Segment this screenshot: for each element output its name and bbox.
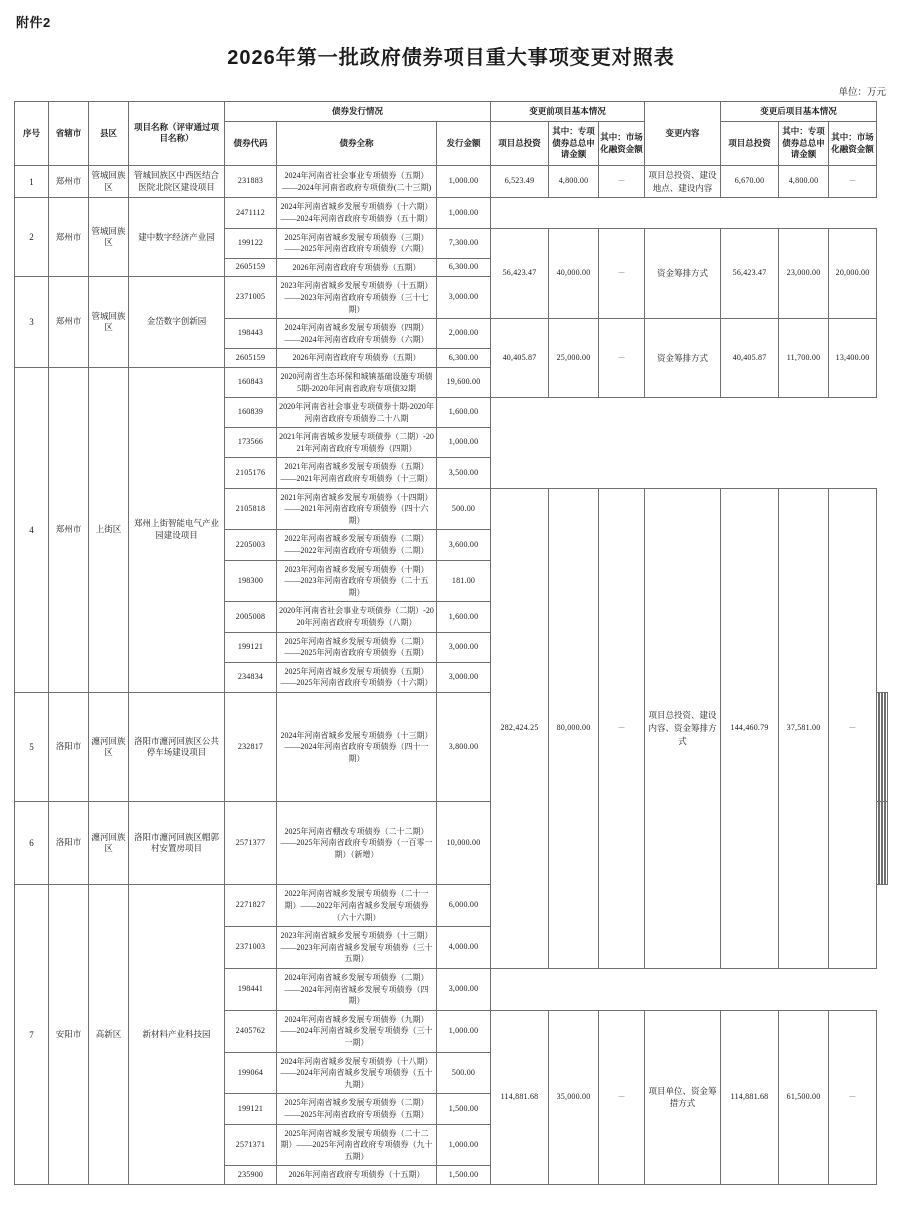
table-header: [15, 102, 888, 166]
header-total-investment-after: 项目总投资: [721, 122, 779, 165]
cell-bond-full-name: 2026年河南省政府专项债券（五期）: [277, 258, 437, 277]
cell-change-content: 项目单位、资金筹措方式: [645, 1010, 721, 1184]
cell-bond-code: 2471112: [225, 198, 277, 228]
header-city: 省辖市: [49, 102, 89, 166]
cell-market-financing-before: －: [599, 319, 645, 398]
cell-seq: 5: [15, 692, 49, 801]
cell-issue-amount: 1,000.00: [437, 1010, 491, 1052]
cell-total-investment-before: 114,881.68: [491, 1010, 549, 1184]
cell-total-investment-after: 114,881.68: [721, 1010, 779, 1184]
cell-bond-code: 235900: [225, 1166, 277, 1185]
cell-bond-full-name: 2024年河南省城乡发展专项债券（十六期）——2024年河南省政府专项债券（五十期）: [277, 198, 437, 228]
cell-total-investment-before: 40,405.87: [491, 319, 549, 398]
cell-issue-amount: 19,600.00: [437, 367, 491, 397]
cell-bond-full-name: 2021年河南省城乡发展专项债券（十四期）——2021年河南省政府专项债券（四十六期）: [277, 488, 437, 530]
cell-bond-full-name: 2023年河南省城乡发展专项债券（十五期）——2023年河南省政府专项债券（三十七期）: [277, 277, 437, 319]
cell-market-financing-after: －: [829, 488, 877, 968]
cell-market-financing-after: [886, 801, 888, 885]
cell-county: 瀍河回族区: [89, 692, 129, 801]
cell-bond-full-name: 2025年河南省城乡发展专项债券（二期）——2025年河南省政府专项债券（五期）: [277, 1094, 437, 1124]
cell-county: 上街区: [89, 367, 129, 692]
cell-bond-code: 2571371: [225, 1124, 277, 1166]
cell-change-content: 项目总投资、建设地点、建设内容: [645, 165, 721, 198]
unit-note: 单位：万元: [838, 87, 886, 98]
header-special-bond-before: 其中：专项债券总总申请金额: [549, 122, 599, 165]
cell-city: 郑州市: [49, 165, 89, 198]
cell-issue-amount: 3,000.00: [437, 662, 491, 692]
cell-change-content: 资金筹排方式: [645, 228, 721, 319]
cell-total-investment-before: 282,424.25: [491, 488, 549, 968]
cell-bond-code: 231883: [225, 165, 277, 198]
cell-project-name: 洛阳市瀍河回族区帽郭村安置房项目: [129, 801, 225, 885]
cell-special-bond-before: 35,000.00: [549, 1010, 599, 1184]
cell-bond-full-name: 2025年河南省城乡发展专项债券（三期）——2025年河南省政府专项债券（六期）: [277, 228, 437, 258]
header-market-financing-before: 其中：市场化融资金额: [599, 122, 645, 165]
cell-issue-amount: 10,000.00: [437, 801, 491, 885]
cell-bond-code: 199121: [225, 1094, 277, 1124]
cell-seq: 7: [15, 885, 49, 1184]
cell-bond-full-name: 2024年河南省社会事业专项债券（五期）——2024年河南省政府专项债券(二十三期): [277, 165, 437, 198]
table-body: [15, 165, 888, 1184]
cell-issue-amount: 6,300.00: [437, 258, 491, 277]
cell-bond-full-name: 2023年河南省城乡发展专项债券（十期）——2023年河南省政府专项债券（二十五期）: [277, 560, 437, 602]
cell-bond-code: 160843: [225, 367, 277, 397]
cell-market-financing-after: －: [829, 1010, 877, 1184]
cell-county: 瀍河回族区: [89, 801, 129, 885]
header-total-investment-before: 项目总投资: [491, 122, 549, 165]
cell-seq: 6: [15, 801, 49, 885]
cell-city: 安阳市: [49, 885, 89, 1184]
header-bond-code: 债券代码: [225, 122, 277, 165]
cell-bond-full-name: 2024年河南省城乡发展专项债券（九期）——2024年河南省城乡发展专项债券（三十一期）: [277, 1010, 437, 1052]
cell-issue-amount: 6,000.00: [437, 885, 491, 927]
cell-project-name: 建中数字经济产业园: [129, 198, 225, 277]
cell-city: 郑州市: [49, 367, 89, 692]
cell-issue-amount: 3,800.00: [437, 692, 491, 801]
cell-bond-code: 199121: [225, 632, 277, 662]
cell-bond-full-name: 2020年河南省社会事业专项债券十期-2020年河南省政府专项债券二十八期: [277, 398, 437, 428]
cell-city: 洛阳市: [49, 801, 89, 885]
cell-bond-full-name: 2022年河南省城乡发展专项债券（二十一期）——2022年河南省城乡发展专项债券（六十六期）: [277, 885, 437, 927]
cell-issue-amount: 1,000.00: [437, 198, 491, 228]
cell-issue-amount: 181.00: [437, 560, 491, 602]
cell-bond-full-name: 2023年河南省城乡发展专项债券（十三期）——2023年河南省城乡发展专项债券（三十五期）: [277, 927, 437, 969]
cell-total-investment-after: 6,670.00: [721, 165, 779, 198]
cell-bond-code: 2605159: [225, 258, 277, 277]
cell-bond-code: 2605159: [225, 349, 277, 368]
cell-county: 高新区: [89, 885, 129, 1184]
cell-seq: 4: [15, 367, 49, 692]
cell-market-financing-before: －: [599, 488, 645, 968]
cell-issue-amount: 3,000.00: [437, 277, 491, 319]
cell-issue-amount: 7,300.00: [437, 228, 491, 258]
cell-special-bond-after: 23,000.00: [779, 228, 829, 319]
cell-project-name: 管城回族区中西医结合医院北院区建设项目: [129, 165, 225, 198]
cell-market-financing-before: －: [599, 228, 645, 319]
cell-issue-amount: 3,000.00: [437, 632, 491, 662]
cell-county: 管城回族区: [89, 277, 129, 368]
header-issuance-group: 债券发行情况: [225, 102, 491, 122]
cell-bond-full-name: 2024年河南省城乡发展专项债券（十三期）——2024年河南省政府专项债券（四十一期）: [277, 692, 437, 801]
cell-issue-amount: 1,000.00: [437, 1124, 491, 1166]
cell-issue-amount: 1,000.00: [437, 165, 491, 198]
cell-seq: 1: [15, 165, 49, 198]
cell-total-investment-after: 40,405.87: [721, 319, 779, 398]
cell-bond-code: 2571377: [225, 801, 277, 885]
bond-change-table: [14, 101, 888, 1185]
cell-issue-amount: 500.00: [437, 1052, 491, 1094]
cell-issue-amount: 1,500.00: [437, 1166, 491, 1185]
cell-bond-full-name: 2024年河南省城乡发展专项债券（二期）——2024年河南省城乡发展专项债券（四期）: [277, 969, 437, 1011]
header-seq: 序号: [15, 102, 49, 166]
cell-market-financing-after: 20,000.00: [829, 228, 877, 319]
cell-project-name: 金岱数字创新园: [129, 277, 225, 368]
cell-bond-full-name: 2026年河南省政府专项债券（十五期）: [277, 1166, 437, 1185]
cell-issue-amount: 3,500.00: [437, 458, 491, 488]
cell-bond-full-name: 2020河南省生态环保和城镇基础设施专项债5期-2020年河南省政府专项债32期: [277, 367, 437, 397]
cell-issue-amount: 500.00: [437, 488, 491, 530]
cell-market-financing-after: [886, 692, 888, 801]
cell-total-investment-before: 56,423.47: [491, 228, 549, 319]
page-title: 2026年第一批政府债券项目重大事项变更对照表: [227, 47, 675, 69]
header-county: 县区: [89, 102, 129, 166]
header-before-group: 变更前项目基本情况: [491, 102, 645, 122]
cell-bond-code: 2205003: [225, 530, 277, 560]
cell-bond-code: 2005008: [225, 602, 277, 632]
header-issue-amount: 发行金额: [437, 122, 491, 165]
cell-bond-full-name: 2025年河南省城乡发展专项债券（二期）——2025年河南省政府专项债券（五期）: [277, 632, 437, 662]
cell-bond-full-name: 2024年河南省城乡发展专项债券（四期）——2024年河南省政府专项债券（六期）: [277, 319, 437, 349]
cell-bond-full-name: 2025年河南省城乡发展专项债券（二十二期）——2025年河南省政府专项债券（九十五期）: [277, 1124, 437, 1166]
cell-market-financing-after: －: [829, 165, 877, 198]
cell-city: 洛阳市: [49, 692, 89, 801]
cell-bond-code: 199064: [225, 1052, 277, 1094]
table-row: [15, 198, 888, 228]
cell-issue-amount: 4,000.00: [437, 927, 491, 969]
cell-seq: 2: [15, 198, 49, 277]
cell-bond-code: 160839: [225, 398, 277, 428]
header-change-content: 变更内容: [645, 102, 721, 166]
cell-issue-amount: 2,000.00: [437, 319, 491, 349]
cell-bond-code: 199122: [225, 228, 277, 258]
cell-bond-full-name: 2026年河南省政府专项债券（五期）: [277, 349, 437, 368]
cell-bond-code: 198300: [225, 560, 277, 602]
cell-bond-code: 232817: [225, 692, 277, 801]
cell-special-bond-after: 61,500.00: [779, 1010, 829, 1184]
cell-change-content: 资金筹排方式: [645, 319, 721, 398]
cell-county: 管城回族区: [89, 165, 129, 198]
cell-special-bond-before: 25,000.00: [549, 319, 599, 398]
header-market-financing-after: 其中：市场化融资金额: [829, 122, 877, 165]
cell-bond-code: 2271827: [225, 885, 277, 927]
cell-special-bond-before: 40,000.00: [549, 228, 599, 319]
cell-bond-code: 2105818: [225, 488, 277, 530]
attachment-label: 附件2: [16, 15, 51, 30]
cell-bond-code: 2105176: [225, 458, 277, 488]
cell-seq: 3: [15, 277, 49, 368]
cell-total-investment-after: 56,423.47: [721, 228, 779, 319]
cell-issue-amount: 1,000.00: [437, 428, 491, 458]
cell-county: 管城回族区: [89, 198, 129, 277]
cell-bond-full-name: 2025年河南省棚改专项债券（二十二期）——2025年河南省政府专项债券（一百零一期）（新增）: [277, 801, 437, 885]
cell-bond-code: 198441: [225, 969, 277, 1011]
header-row-top: [15, 102, 888, 122]
cell-bond-code: 2405762: [225, 1010, 277, 1052]
cell-city: 郑州市: [49, 198, 89, 277]
cell-special-bond-after: 4,800.00: [779, 165, 829, 198]
header-bond-full-name: 债券全称: [277, 122, 437, 165]
cell-city: 郑州市: [49, 277, 89, 368]
cell-issue-amount: 1,500.00: [437, 1094, 491, 1124]
cell-bond-full-name: 2025年河南省城乡发展专项债券（五期）——2025年河南省政府专项债券（十六期）: [277, 662, 437, 692]
cell-special-bond-before: 4,800.00: [549, 165, 599, 198]
cell-project-name: 郑州上街智能电气产业园建设项目: [129, 367, 225, 692]
cell-bond-code: 2371005: [225, 277, 277, 319]
cell-special-bond-after: 37,581.00: [779, 488, 829, 968]
header-after-group: 变更后项目基本情况: [721, 102, 877, 122]
cell-special-bond-after: 11,700.00: [779, 319, 829, 398]
cell-change-content: 项目总投资、建设内容、资金筹排方式: [645, 488, 721, 968]
cell-bond-code: 198443: [225, 319, 277, 349]
cell-bond-full-name: 2021年河南省城乡发展专项债券（五期）——2021年河南省政府专项债券（十三期）: [277, 458, 437, 488]
cell-project-name: 新材料产业科技园: [129, 885, 225, 1184]
cell-bond-code: 2371003: [225, 927, 277, 969]
cell-total-investment-after: 144,460.79: [721, 488, 779, 968]
cell-issue-amount: 6,300.00: [437, 349, 491, 368]
cell-issue-amount: 3,600.00: [437, 530, 491, 560]
cell-issue-amount: 1,600.00: [437, 602, 491, 632]
table-row: [15, 165, 888, 198]
cell-market-financing-after: 13,400.00: [829, 319, 877, 398]
cell-total-investment-before: 6,523.49: [491, 165, 549, 198]
cell-market-financing-before: －: [599, 165, 645, 198]
cell-bond-full-name: 2022年河南省城乡发展专项债券（二期）——2022年河南省政府专项债券（二期）: [277, 530, 437, 560]
cell-bond-full-name: 2021年河南省城乡发展专项债券（二期）-2021年河南省政府专项债券（四期）: [277, 428, 437, 458]
cell-special-bond-before: 80,000.00: [549, 488, 599, 968]
cell-bond-code: 234834: [225, 662, 277, 692]
header-project: 项目名称（评审通过项目名称）: [129, 102, 225, 166]
cell-bond-code: 173566: [225, 428, 277, 458]
cell-issue-amount: 3,000.00: [437, 969, 491, 1011]
cell-project-name: 洛阳市瀍河回族区公共停车场建设项目: [129, 692, 225, 801]
cell-issue-amount: 1,600.00: [437, 398, 491, 428]
cell-bond-full-name: 2020年河南省社会事业专项债券（二期）-2020年河南省政府专项债券（八期）: [277, 602, 437, 632]
cell-market-financing-before: －: [599, 1010, 645, 1184]
header-special-bond-after: 其中：专项债券总总申请金额: [779, 122, 829, 165]
cell-bond-full-name: 2024年河南省城乡发展专项债券（十八期）——2024年河南省城乡发展专项债券（五十九期）: [277, 1052, 437, 1094]
